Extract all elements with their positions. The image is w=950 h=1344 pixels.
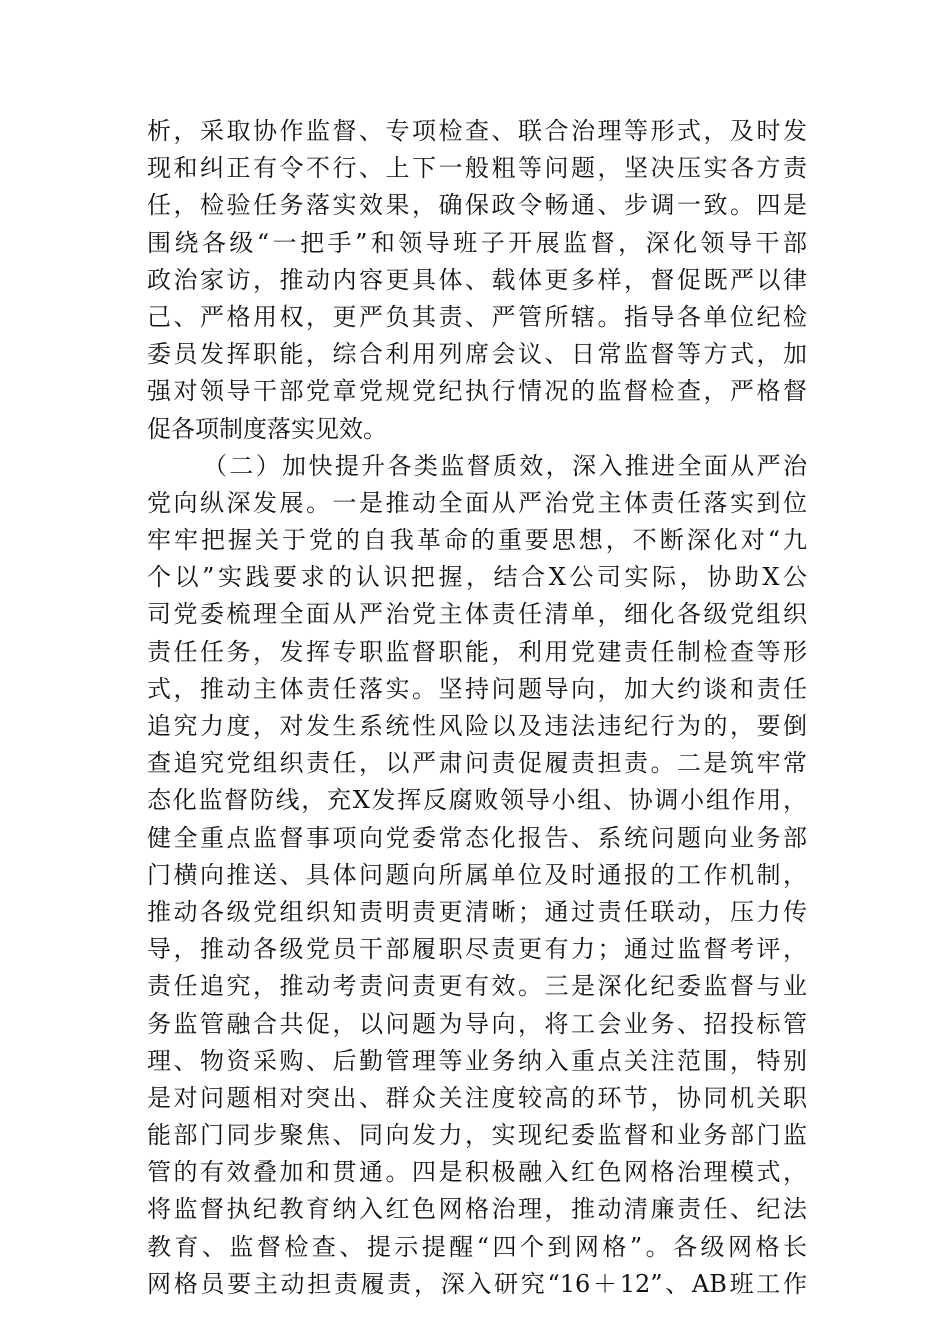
paragraph-end-line: 促各项制度落实见效。: [147, 414, 387, 443]
text-line: 党向纵深发展。一是推动全面从严治党主体责任落实到位: [147, 488, 807, 517]
text-line: 析，采取协作监督、专项检查、联合治理等形式，及时发: [147, 117, 807, 145]
text-line: 责任任务，发挥专职监督职能，利用党建责任制检查等形: [147, 637, 807, 666]
text-line: 己、严格用权，更严负其责、严管所辖。指导各单位纪检: [147, 302, 807, 331]
text-line: 将监督执纪教育纳入红色网格治理，推动清廉责任、纪法: [147, 1195, 807, 1224]
body-text: [147, 113, 807, 1303]
text-line: 围绕各级“一把手”和领导班子开展监督，深化领导干部: [147, 228, 807, 257]
text-line: 牢牢把握关于党的自我革命的重要思想，不断深化对“九: [147, 526, 807, 555]
text-line: 强对领导干部党章党规党纪执行情况的监督检查，严格督: [147, 377, 807, 406]
text-line: 是对问题相对突出、群众关注度较高的环节，协同机关职: [147, 1083, 807, 1112]
text-line: 任，检验任务落实效果，确保政令畅通、步调一致。四是: [147, 191, 807, 220]
text-line: 个以”实践要求的认识把握，结合X公司实际，协助X公: [147, 563, 807, 592]
text-line: 能部门同步聚焦、同向发力，实现纪委监督和业务部门监: [147, 1121, 807, 1150]
text-line: 导，推动各级党员干部履职尽责更有力；通过监督考评，: [147, 935, 807, 964]
text-line: 查追究党组织责任，以严肃问责促履责担责。二是筑牢常: [147, 749, 807, 778]
text-line: 责任追究，推动考责问责更有效。三是深化纪委监督与业: [147, 972, 807, 1001]
text-line: 教育、监督检查、提示提醒“四个到网格”。各级网格长: [147, 1232, 807, 1261]
text-line: 门横向推送、具体问题向所属单位及时通报的工作机制，: [147, 860, 807, 889]
text-line: 管的有效叠加和贯通。四是积极融入红色网格治理模式，: [147, 1158, 807, 1187]
text-line: 式，推动主体责任落实。坚持问题导向，加大约谈和责任: [147, 674, 807, 703]
text-line: 政治家访，推动内容更具体、载体更多样，督促既严以律: [147, 265, 807, 294]
text-line: 网格员要主动担责履责，深入研究“16＋12”、AB班工作: [147, 1269, 807, 1298]
text-line: 理、物资采购、后勤管理等业务纳入重点关注范围，特别: [147, 1046, 807, 1075]
text-line: 健全重点监督事项向党委常态化报告、系统问题向业务部: [147, 823, 807, 852]
text-line: 追究力度，对发生系统性风险以及违法违纪行为的，要倒: [147, 712, 807, 740]
text-line: 推动各级党组织知责明责更清晰；通过责任联动，压力传: [147, 897, 807, 926]
text-line: 司党委梳理全面从严治党主体责任清单，细化各级党组织: [147, 600, 807, 629]
text-line: 委员发挥职能，综合利用列席会议、日常监督等方式，加: [147, 340, 807, 369]
text-line: 现和纠正有令不行、上下一般粗等问题，坚决压实各方责: [147, 154, 807, 183]
text-line: 务监管融合共促，以问题为导向，将工会业务、招投标管: [147, 1009, 807, 1038]
text-line: 态化监督防线，充X发挥反腐败领导小组、协调小组作用，: [147, 786, 807, 815]
section-heading-line: （二）加快提升各类监督质效，深入推进全面从严治: [203, 451, 807, 480]
